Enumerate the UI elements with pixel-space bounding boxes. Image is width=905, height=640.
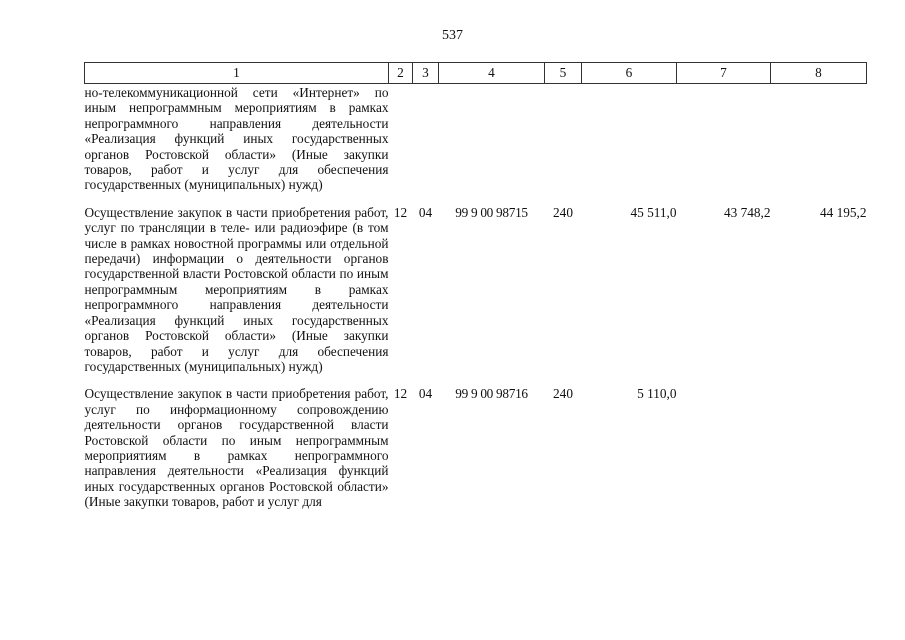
page-number: 537 [442, 28, 463, 43]
amount-col-6: 5 110,0 [637, 386, 677, 402]
column-header-8: 8 [771, 63, 867, 84]
column-header-4: 4 [439, 63, 545, 84]
column-header-2: 2 [389, 63, 413, 84]
amount-col-7 [677, 374, 771, 509]
amount-col-8: 44 195,2 [819, 204, 867, 220]
row-description: Осуществление закупок в части приобретения работ, услуг по трансляции в теле- или радиоэфире (в том числе в рамках новостной программы или отдельной передачи) информации о деятельности органов государственной власти Ростовской области по иным непрограммным мероприятиям в рамках непрограммного направления деятельности «Реализация функций иных государственных органов Ростовской области» (Иные закупки товаров, работ и услуг для обеспечения государственных (муниципальных) нужд) [84, 204, 389, 374]
expense-type-code: 240 [553, 204, 573, 220]
target-article-code: 99 9 00 98716 [455, 386, 528, 402]
row-description: Осуществление закупок в части приобретения работ, услуг по информационному сопровождению деятельности органов государственной власти Ростовской области по иным непрограммным мероприятиям в рамках непрограммного направления деятельности «Реализация функций иных государственных органов Ростовской области» (Иные закупки товаров, работ и услуг для [84, 386, 389, 510]
table-row [85, 84, 867, 193]
table-row [85, 374, 867, 509]
budget-table [84, 62, 867, 510]
table-row [85, 193, 867, 374]
amount-col-7 [677, 84, 771, 193]
section-code: 12 [393, 204, 408, 220]
amount-col-8 [771, 374, 867, 509]
header-row [85, 63, 867, 84]
amount-col-7: 43 748,2 [723, 204, 771, 220]
amount-col-8 [771, 84, 867, 193]
column-header-5: 5 [545, 63, 582, 84]
section-code [389, 84, 413, 193]
column-header-6: 6 [582, 63, 677, 84]
expense-type-code: 240 [553, 386, 573, 402]
column-header-3: 3 [413, 63, 439, 84]
amount-col-6: 45 511,0 [630, 204, 677, 220]
row-description: но-телекоммуникационной сети «Интернет» по иным непрограммным мероприятиям в рамках непрограммного направления деятельности «Реализация функций иных государственных органов Ростовской области» (Иные закупки товаров, работ и услуг для обеспечения государственных (муниципальных) нужд) [84, 85, 389, 193]
target-article-code [439, 84, 545, 193]
subsection-code: 04 [418, 386, 433, 402]
target-article-code: 99 9 00 98715 [455, 204, 528, 220]
amount-col-6 [582, 84, 677, 193]
subsection-code: 04 [418, 204, 433, 220]
subsection-code [413, 84, 439, 193]
expense-type-code [545, 84, 582, 193]
column-header-7: 7 [677, 63, 771, 84]
section-code: 12 [393, 386, 408, 402]
column-header-1: 1 [85, 63, 389, 84]
